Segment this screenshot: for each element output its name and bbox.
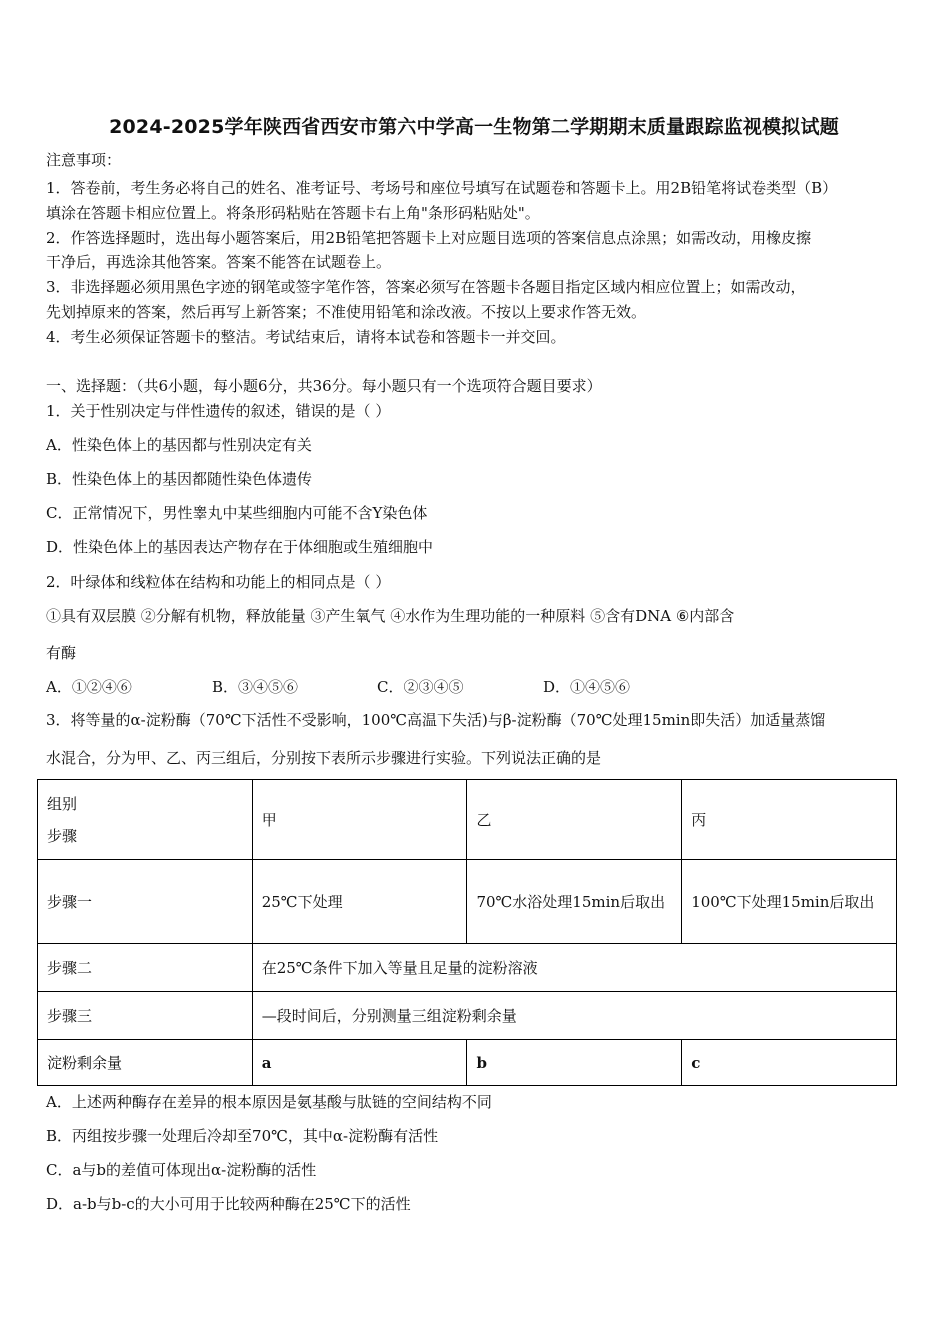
q1-option-a: A．性染色体上的基因都与性别决定有关 — [46, 436, 312, 454]
table-cell: —段时间后，分别测量三组淀粉剩余量 — [252, 992, 896, 1040]
header-group-label: 组别 — [47, 794, 78, 813]
table-cell: 25℃下处理 — [252, 860, 467, 944]
q2-option-b: B．③④⑤⑥ — [212, 678, 299, 696]
notice-item: 3．非选择题必须用黑色字迹的钢笔或签字笔作答，答案必须写在答题卡各题目指定区域内相应位置上；如需改动， — [46, 278, 806, 296]
page-title: 2024-2025学年陕西省西安市第六中学高一生物第二学期期末质量跟踪监视模拟试题 — [109, 116, 839, 138]
group-cell: 丙 — [682, 780, 897, 860]
table-cell: 100℃下处理15min后取出 — [682, 860, 897, 944]
notice-item: 干净后，再选涂其他答案。答案不能答在试题卷上。 — [46, 253, 392, 271]
q2-stem: 2．叶绿体和线粒体在结构和功能上的相同点是（ ） — [46, 573, 391, 591]
q3-stem-cont: 水混合，分为甲、乙、丙三组后，分别按下表所示步骤进行实验。下列说法正确的是 — [46, 749, 602, 767]
header-cell — [38, 780, 253, 860]
table-cell: a — [252, 1040, 467, 1086]
q2-option-d: D．①④⑤⑥ — [543, 678, 631, 696]
q1-option-b: B．性染色体上的基因都随性染色体遗传 — [46, 470, 313, 488]
table-cell: 在25℃条件下加入等量且足量的淀粉溶液 — [252, 944, 896, 992]
header-step-label: 步骤 — [47, 826, 78, 845]
q2-items: ①具有双层膜 ②分解有机物，释放能量 ③产生氧气 ④水作为生理功能的一种原料 ⑤含有DNA ⑥内部含 — [46, 607, 735, 625]
row-label: 淀粉剩余量 — [38, 1040, 253, 1086]
experiment-table — [37, 779, 897, 1086]
notice-heading: 注意事项： — [46, 151, 122, 169]
table-cell: c — [682, 1040, 897, 1086]
q1-option-d: D．性染色体上的基因表达产物存在于体细胞或生殖细胞中 — [46, 538, 434, 556]
q3-option-d: D．a-b与b-c的大小可用于比较两种酶在25℃下的活性 — [46, 1195, 411, 1213]
notice-item: 先划掉原来的答案，然后再写上新答案；不准使用铅笔和涂改液。不按以上要求作答无效。 — [46, 303, 647, 321]
q2-option-c: C．②③④⑤ — [377, 678, 464, 696]
row-label: 步骤一 — [38, 860, 253, 944]
table-row — [38, 780, 897, 860]
notice-item: 1．答卷前，考生务必将自己的姓名、准考证号、考场号和座位号填写在试题卷和答题卡上。用2B铅笔将试卷类型（B） — [46, 179, 838, 197]
row-label: 步骤二 — [38, 944, 253, 992]
notice-item: 2．作答选择题时，选出每小题答案后，用2B铅笔把答题卡上对应题目选项的答案信息点涂黑；如需改动，用橡皮擦 — [46, 229, 812, 247]
q3-option-c: C．a与b的差值可体现出α-淀粉酶的活性 — [46, 1161, 317, 1179]
table-row — [38, 860, 897, 944]
table-row — [38, 992, 897, 1040]
section-heading: 一、选择题：（共6小题，每小题6分，共36分。每小题只有一个选项符合题目要求） — [46, 377, 602, 395]
q2-option-a: A．①②④⑥ — [46, 678, 132, 696]
q3-option-b: B．丙组按步骤一处理后冷却至70℃，其中α-淀粉酶有活性 — [46, 1127, 439, 1145]
q1-option-c: C．正常情况下，男性睾丸中某些细胞内可能不含Y染色体 — [46, 504, 428, 522]
table-row — [38, 944, 897, 992]
group-cell: 乙 — [467, 780, 682, 860]
row-label: 步骤三 — [38, 992, 253, 1040]
notice-item: 4．考生必须保证答题卡的整洁。考试结束后，请将本试卷和答题卡一并交回。 — [46, 328, 566, 346]
q1-stem: 1．关于性别决定与伴性遗传的叙述，错误的是（ ） — [46, 402, 391, 420]
table-cell: b — [467, 1040, 682, 1086]
q3-option-a: A．上述两种酶存在差异的根本原因是氨基酸与肽链的空间结构不同 — [46, 1093, 492, 1111]
q2-items-cont: 有酶 — [46, 644, 77, 662]
notice-item: 填涂在答题卡相应位置上。将条形码粘贴在答题卡右上角"条形码粘贴处"。 — [46, 204, 540, 222]
q3-stem: 3．将等量的α-淀粉酶（70℃下活性不受影响，100℃高温下失活)与β-淀粉酶（70℃处理15min即失活）加适量蒸馏 — [46, 711, 826, 729]
table-cell: 70℃水浴处理15min后取出 — [467, 860, 682, 944]
group-cell: 甲 — [252, 780, 467, 860]
table-row — [38, 1040, 897, 1086]
